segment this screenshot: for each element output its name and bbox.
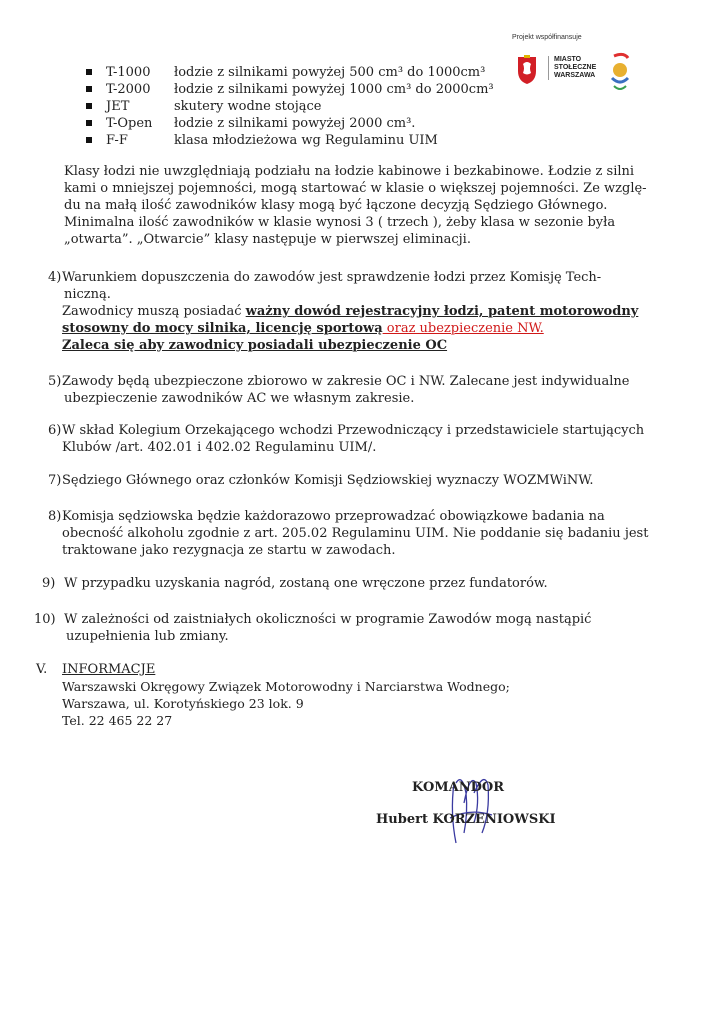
- section-number: V.: [36, 662, 48, 677]
- signature-name: Hubert KORZENIOWSKI: [376, 812, 556, 827]
- bullet-icon: [86, 120, 92, 126]
- bullet-icon: [86, 103, 92, 109]
- item-10: 10) W zależności od zaistniałych okoliczności w programie Zawodów mogą nastąpić uzupełnienia lub zmiany.: [34, 612, 592, 644]
- signature-title: KOMANDOR: [412, 780, 505, 795]
- requirements-line: Zawodnicy muszą posiadać ważny dowód rejestracyjny łodzi, patent motorowodny: [62, 304, 639, 319]
- item-4: 4) Warunkiem dopuszczenia do zawodów jest sprawdzenie łodzi przez Komisję Tech- niczną. Zawodnicy muszą posiadać ważny dowód rejestracyjny łodzi, patent motorowodny stosowny do mocy silnika, licencję sportową oraz ubezpieczenie NW. Zaleca się aby zawodnicy posiadali ubezpieczenie OC: [48, 270, 639, 353]
- item-5: 5) Zawody będą ubezpieczone zbiorowo w zakresie OC i NW. Zalecane jest indywidualne ubezpieczenie zawodników AC we własnym zakresie.: [48, 374, 630, 406]
- insurance-nw-text: oraz ubezpieczenie NW.: [382, 321, 544, 336]
- sports-logo-icon: [608, 52, 632, 94]
- item-9: 9) W przypadku uzyskania nagród, zostaną one wręczone przez fundatorów.: [42, 576, 548, 591]
- section-title: INFORMACJE: [62, 662, 156, 677]
- oc-recommendation: Zaleca się aby zawodnicy posiadali ubezpieczenie OC: [62, 338, 448, 353]
- warsaw-crest-icon: [516, 55, 538, 85]
- bullet-icon: [86, 86, 92, 92]
- document-page: Projekt współfinansuje MIASTO STOŁECZNE WARSZAWA T-1000 łodzie z silnikami powyżej 500 cm³ do 1000cm³ T-2000 łodzie z silnikami powyżej 1000 cm³ do 2000cm³ JET skutery wodne stojące T-Open łodzie z silnikami powyżej 2000 cm³. F-F klasa młodzieżowa wg Regulaminu UIM Klasy łodzi nie uwzględniają podziału na łodzie kabinowe i bezkabinowe. Łodzie z silni kami o mniejszej pojemności, mogą startować w klasie o większej pojemności. Ze wzglę- du na małą ilość zawodników klasy mogą być łączone decyzją Sędziego Głównego. Minimalna ilość zawodników w klasie wynosi 3 ( trzech ), żeby klasa w sezonie była „otwarta”. „Otwarcie” klasy następuje w pierwszej eliminacji. 4) Warunkiem dopuszczenia do zawodów jest sprawdzenie łodzi przez Komisję Tech- niczną. Zawodnicy muszą posiadać ważny dowód rejestracyjny łodzi, patent motorowodny stosowny do mocy silnika, licencję sportową oraz ubezpieczenie NW. Zaleca się aby zawodnicy posiadali ubezpieczenie OC 5) Zawody będą ubezpieczone zbiorowo w zakresie OC i NW. Zalecane jest indywidualne ubezpieczenie zawodników AC we własnym zakresie. 6) W skład Kolegium Orzekającego wchodzi Przewodniczący i przedstawiciele startujących Klubów /art. 402.01 i 402.02 Regulaminu UIM/. 7) Sędziego Głównego oraz członków Komisji Sędziowskiej wyznaczy WOZMWiNW. 8) Komisja sędziowska będzie każdorazowo przeprowadzać obowiązkowe badania na obecność alkoholu zgodnie z art. 205.02 Regulaminu UIM. Nie poddanie się badaniu jest traktowane jako rezygnacja ze startu w zawodach. 9) W przypadku uzyskania nagród, zostaną one wręczone przez fundatorów. 10) W zależności od zaistniałych okoliczności w programie Zawodów mogą nastąpić uzupełnienia lub zmiany. V. INFORMACJE Warszawski Okręgowy Związek Motorowodny i Narciarstwa Wodnego; Warszawa, ul. Korotyńskiego 23 lok. 9 Tel. 22 465 22 27 KOMANDOR Hubert KORZENIOWSKI: [0, 0, 724, 1024]
- item-8: 8) Komisja sędziowska będzie każdorazowo przeprowadzać obowiązkowe badania na obecność alkoholu zgodnie z art. 205.02 Regulaminu UIM. Nie poddanie się badaniu jest traktowane jako rezygnacja ze startu w zawodach.: [48, 509, 649, 558]
- item-6: 6) W skład Kolegium Orzekającego wchodzi Przewodniczący i przedstawiciele startujących Klubów /art. 402.01 i 402.02 Regulaminu UIM/.: [48, 423, 645, 455]
- handwritten-signature: [440, 763, 500, 853]
- city-logo-text: MIASTO STOŁECZNE WARSZAWA: [548, 56, 596, 80]
- sponsor-label: Projekt współfinansuje: [512, 34, 582, 41]
- contact-info: Warszawski Okręgowy Związek Motorowodny i Narciarstwa Wodnego; Warszawa, ul. Korotyńskiego 23 lok. 9 Tel. 22 465 22 27: [62, 679, 510, 728]
- bullet-icon: [86, 137, 92, 143]
- item-7: 7) Sędziego Głównego oraz członków Komisji Sędziowskiej wyznaczy WOZMWiNW.: [48, 473, 594, 488]
- classes-note: Klasy łodzi nie uwzględniają podziału na łodzie kabinowe i bezkabinowe. Łodzie z silni kami o mniejszej pojemności, mogą startować w klasie o większej pojemności. Ze wzglę- du na małą ilość zawodników klasy mogą być łączone decyzją Sędziego Głównego. Minimalna ilość zawodników w klasie wynosi 3 ( trzech ), żeby klasa w sezonie była „otwarta”. „Otwarcie” klasy następuje w pierwszej eliminacji.: [64, 164, 647, 247]
- bullet-icon: [86, 69, 92, 75]
